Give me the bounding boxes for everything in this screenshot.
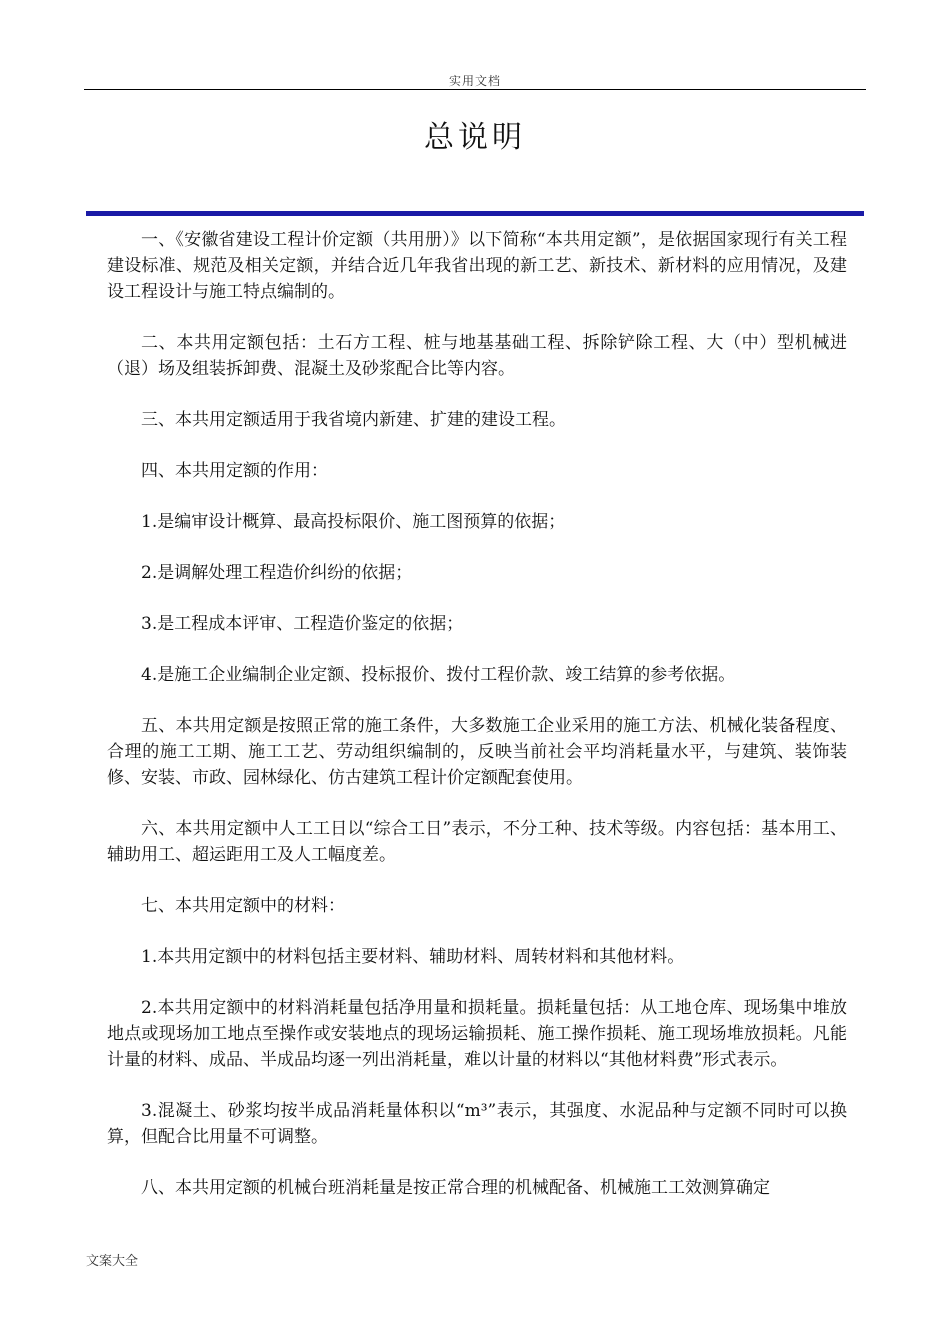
list-item-2: 2.是调解处理工程造价纠纷的依据； xyxy=(141,563,413,583)
material-item-3: 3.混凝土、砂浆均按半成品消耗量体积以“m³”表示，其强度、水泥品种与定额不同时可以换算，但配合比用量不可调整。 xyxy=(107,1101,847,1147)
material-item-1: 1.本共用定额中的材料包括主要材料、辅助材料、周转材料和其他材料。 xyxy=(141,947,685,967)
paragraph-6: 六、本共用定额中人工工日以“综合工日”表示，不分工种、技术等级。内容包括：基本用工、辅助用工、超运距用工及人工幅度差。 xyxy=(107,819,847,865)
list-item-1: 1.是编审设计概算、最高投标限价、施工图预算的依据； xyxy=(141,512,566,532)
page-footer: 文案大全 xyxy=(86,1254,139,1269)
material-item-2: 2.本共用定额中的材料消耗量包括净用量和损耗量。损耗量包括：从工地仓库、现场集中堆放地点或现场加工地点至操作或安装地点的现场运输损耗、施工操作损耗、施工现场堆放损耗。凡能计量的材料、成品、半成品均逐一列出消耗量，难以计量的材料以“其他材料费”形式表示。 xyxy=(107,998,847,1070)
header-divider xyxy=(84,89,866,90)
page-header: 实用文档 xyxy=(448,74,501,88)
paragraph-7: 七、本共用定额中的材料： xyxy=(141,896,345,916)
document-title: 总说明 xyxy=(424,120,526,155)
paragraph-3: 三、本共用定额适用于我省境内新建、扩建的建设工程。 xyxy=(141,410,566,430)
title-divider xyxy=(86,211,864,216)
paragraph-5: 五、本共用定额是按照正常的施工条件，大多数施工企业采用的施工方法、机械化装备程度、合理的施工工期、施工工艺、劳动组织编制的，反映当前社会平均消耗量水平，与建筑、装饰装修、安装、市政、园林绿化、仿古建筑工程计价定额配套使用。 xyxy=(107,716,847,788)
paragraph-1: 一、《安徽省建设工程计价定额（共用册）》以下简称“本共用定额”，是依据国家现行有关工程建设标准、规范及相关定额，并结合近几年我省出现的新工艺、新技术、新材料的应用情况，及建设工程设计与施工特点编制的。 xyxy=(107,230,847,302)
document-body xyxy=(107,227,847,1226)
list-item-3: 3.是工程成本评审、工程造价鉴定的依据； xyxy=(141,614,464,634)
paragraph-4: 四、本共用定额的作用： xyxy=(141,461,328,481)
list-item-4: 4.是施工企业编制企业定额、投标报价、拨付工程价款、竣工结算的参考依据。 xyxy=(141,665,736,685)
paragraph-8: 八、本共用定额的机械台班消耗量是按正常合理的机械配备、机械施工工效测算确定 xyxy=(141,1178,770,1198)
paragraph-2: 二、本共用定额包括：土石方工程、桩与地基基础工程、拆除铲除工程、大（中）型机械进（退）场及组装拆卸费、混凝土及砂浆配合比等内容。 xyxy=(107,333,847,379)
